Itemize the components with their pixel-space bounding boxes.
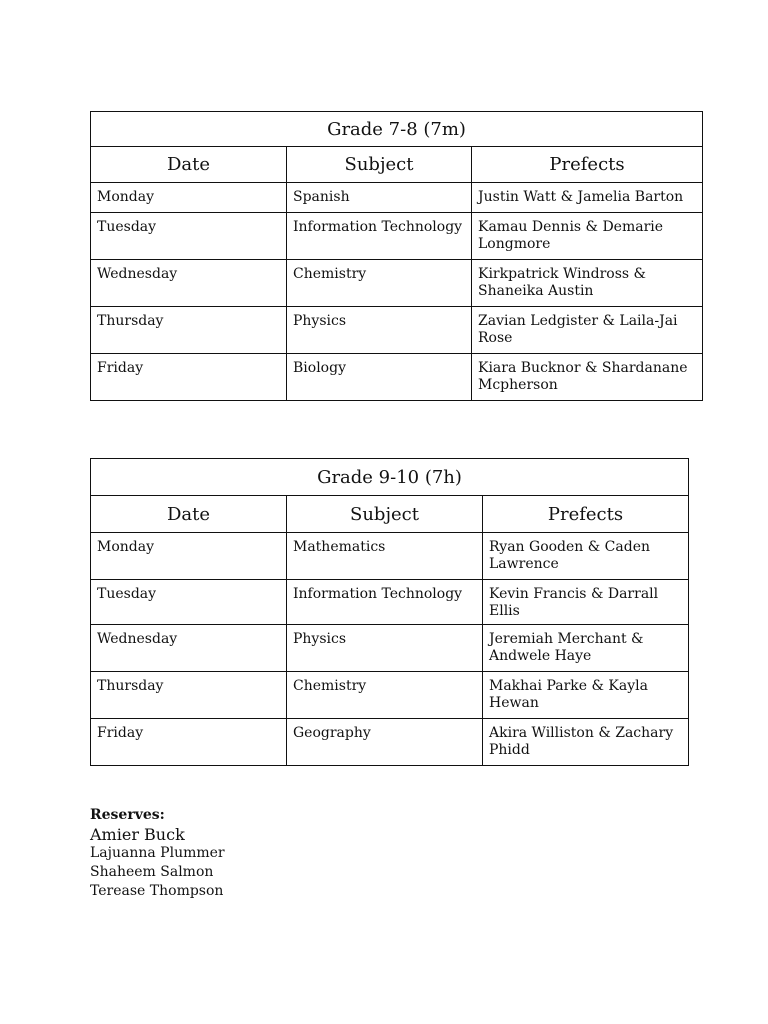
table-header-row — [91, 496, 689, 533]
date-cell: Wednesday — [91, 625, 287, 672]
column-header-subject: Subject — [287, 147, 472, 183]
table-title: Grade 7-8 (7m) — [91, 112, 703, 147]
prefects-cell: Makhai Parke & Kayla Hewan — [483, 672, 689, 719]
prefects-cell: Kevin Francis & Darrall Ellis — [483, 580, 689, 625]
table-row — [91, 719, 689, 766]
prefects-cell: Kirkpatrick Windross & Shaneika Austin — [472, 260, 703, 307]
grade-7-8-schedule-table — [90, 111, 703, 401]
table-row — [91, 183, 703, 213]
subject-cell: Biology — [287, 354, 472, 401]
reserve-name: Shaheem Salmon — [90, 864, 214, 880]
date-cell: Thursday — [91, 672, 287, 719]
subject-cell: Mathematics — [287, 533, 483, 580]
subject-cell: Chemistry — [287, 672, 483, 719]
date-cell: Wednesday — [91, 260, 287, 307]
subject-cell: Physics — [287, 625, 483, 672]
table-title: Grade 9-10 (7h) — [91, 459, 689, 496]
prefects-cell: Kiara Bucknor & Shardanane Mcpherson — [472, 354, 703, 401]
table-row — [91, 580, 689, 625]
reserves-section — [90, 806, 225, 901]
prefects-cell: Akira Williston & Zachary Phidd — [483, 719, 689, 766]
prefects-cell: Justin Watt & Jamelia Barton — [472, 183, 703, 213]
table-caption-row — [91, 459, 689, 496]
date-cell: Thursday — [91, 307, 287, 354]
table-header-row — [91, 147, 703, 183]
column-header-date: Date — [91, 147, 287, 183]
date-cell: Monday — [91, 183, 287, 213]
grade-9-10-schedule-table — [90, 458, 689, 766]
reserve-name: Lajuanna Plummer — [90, 845, 225, 861]
prefects-cell: Jeremiah Merchant & Andwele Haye — [483, 625, 689, 672]
reserve-name: Amier Buck — [90, 825, 185, 844]
table-row — [91, 625, 689, 672]
column-header-date: Date — [91, 496, 287, 533]
reserves-heading: Reserves: — [90, 807, 165, 823]
subject-cell: Information Technology — [287, 580, 483, 625]
reserve-name: Terease Thompson — [90, 883, 224, 899]
subject-cell: Physics — [287, 307, 472, 354]
table-row — [91, 354, 703, 401]
subject-cell: Geography — [287, 719, 483, 766]
prefects-cell: Ryan Gooden & Caden Lawrence — [483, 533, 689, 580]
date-cell: Friday — [91, 719, 287, 766]
table-row — [91, 533, 689, 580]
subject-cell: Chemistry — [287, 260, 472, 307]
date-cell: Monday — [91, 533, 287, 580]
table-row — [91, 307, 703, 354]
date-cell: Tuesday — [91, 213, 287, 260]
prefects-cell: Kamau Dennis & Demarie Longmore — [472, 213, 703, 260]
subject-cell: Spanish — [287, 183, 472, 213]
table-caption-row — [91, 112, 703, 147]
column-header-subject: Subject — [287, 496, 483, 533]
table-row — [91, 672, 689, 719]
table-row — [91, 213, 703, 260]
date-cell: Tuesday — [91, 580, 287, 625]
column-header-prefects: Prefects — [472, 147, 703, 183]
prefects-cell: Zavian Ledgister & Laila-Jai Rose — [472, 307, 703, 354]
date-cell: Friday — [91, 354, 287, 401]
table-row — [91, 260, 703, 307]
column-header-prefects: Prefects — [483, 496, 689, 533]
subject-cell: Information Technology — [287, 213, 472, 260]
